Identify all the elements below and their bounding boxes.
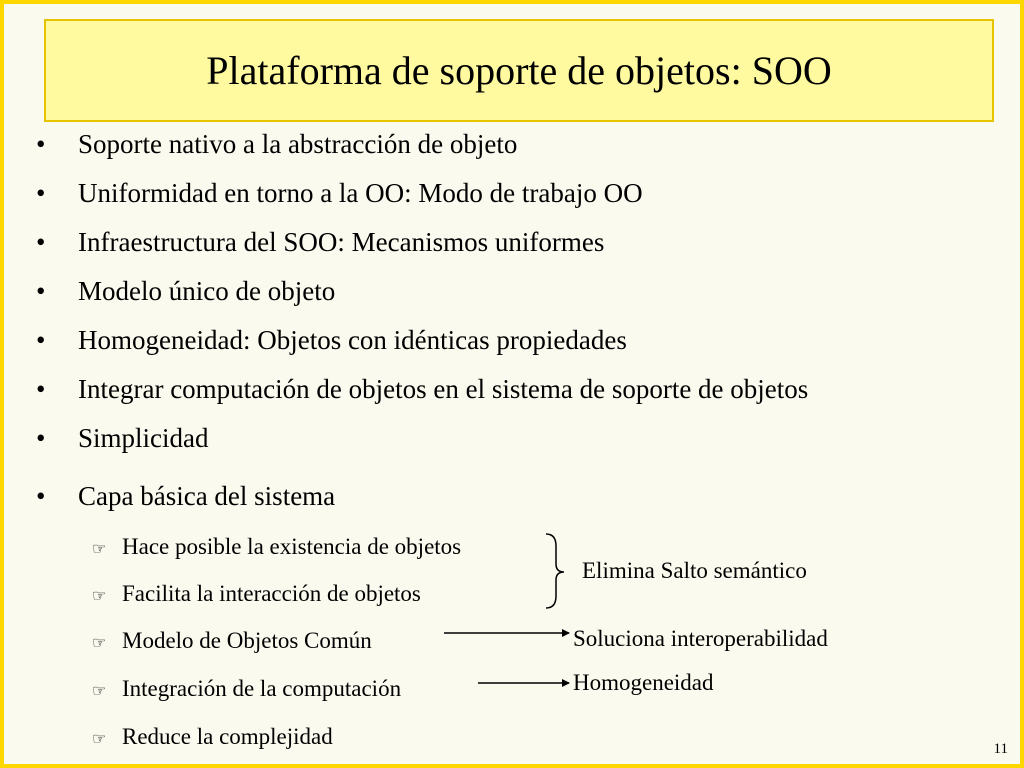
bullet-dot-icon: • xyxy=(36,227,46,257)
bullet-text: Simplicidad xyxy=(78,423,209,453)
bullet-dot-icon: • xyxy=(36,178,46,208)
bullet-dot-icon: • xyxy=(36,129,46,159)
sub-bullet-text: Modelo de Objetos Común xyxy=(122,628,372,653)
pointing-hand-icon: ☞ xyxy=(92,683,107,700)
brace-annotation: Elimina Salto semántico xyxy=(582,558,807,583)
bullet-text: Homogeneidad: Objetos con idénticas propiedades xyxy=(78,325,627,355)
bullet-text: Capa básica del sistema xyxy=(78,481,336,511)
page-number: 11 xyxy=(993,741,1008,757)
sub-bullet-text: Hace posible la existencia de objetos xyxy=(122,534,462,559)
curly-brace-icon xyxy=(546,534,564,608)
bullet-text: Modelo único de objeto xyxy=(78,276,336,306)
bullet-text: Integrar computación de objetos en el sistema de soporte de objetos xyxy=(78,374,809,404)
bullet-text: Infraestructura del SOO: Mecanismos uniformes xyxy=(78,227,605,257)
bullet-dot-icon: • xyxy=(36,325,46,355)
bullet-dot-icon: • xyxy=(36,276,46,306)
sub-bullet-text: Integración de la computación xyxy=(122,676,402,701)
slide-title: Plataforma de soporte de objetos: SOO xyxy=(206,48,832,93)
annotation-connectors xyxy=(4,4,1020,764)
pointing-hand-icon: ☞ xyxy=(92,731,107,748)
pointing-hand-icon: ☞ xyxy=(92,635,107,652)
arrow-annotation-homogeneidad: Homogeneidad xyxy=(573,670,714,695)
bullet-dot-icon: • xyxy=(36,423,46,453)
sub-bullet-text: Reduce la complejidad xyxy=(122,724,333,749)
sub-bullet-text: Facilita la interacción de objetos xyxy=(122,581,421,606)
pointing-hand-icon: ☞ xyxy=(92,541,107,558)
bullet-dot-icon: • xyxy=(36,481,46,511)
bullet-text: Soporte nativo a la abstracción de objeto xyxy=(78,129,518,159)
pointing-hand-icon: ☞ xyxy=(92,588,107,605)
bullet-text: Uniformidad en torno a la OO: Modo de trabajo OO xyxy=(78,178,643,208)
bullet-dot-icon: • xyxy=(36,374,46,404)
arrow-annotation-interoperabilidad: Soluciona interoperabilidad xyxy=(573,626,828,651)
